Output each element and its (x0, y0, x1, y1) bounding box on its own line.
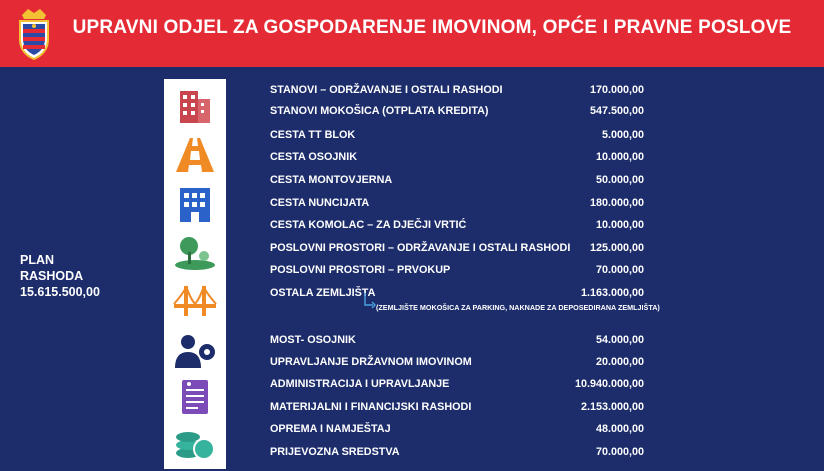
land-note: (ZEMLJIŠTE MOKOŠICA ZA PARKING, NAKNADE ZA DEPOSEDIRANA ZEMLJIŠTA) (376, 303, 660, 312)
plan-line2: RASHODA (20, 269, 84, 283)
page-title: UPRAVNI ODJEL ZA GOSPODARENJE IMOVINOM, OPĆE I PRAVNE POSLOVE (72, 17, 792, 38)
expense-row (270, 423, 650, 441)
expense-row (270, 446, 650, 464)
expense-value: 5.000,00 (601, 129, 644, 141)
expense-label: CESTA NUNCIJATA (270, 197, 370, 209)
expense-value: 70.000,00 (595, 446, 644, 458)
park-land-icon (172, 232, 218, 272)
expense-value: 547.500,00 (589, 105, 644, 117)
expense-row (270, 129, 650, 147)
expense-label: UPRAVLJANJE DRŽAVNOM IMOVINOM (270, 356, 472, 368)
expense-value: 50.000,00 (595, 174, 644, 186)
expense-label: POSLOVNI PROSTORI – PRVOKUP (270, 264, 451, 276)
expense-row (270, 264, 650, 282)
expense-value: 54.000,00 (595, 334, 644, 346)
expense-value: 170.000,00 (589, 84, 644, 96)
expense-value: 10.000,00 (595, 219, 644, 231)
expense-row (270, 84, 650, 102)
expense-row (270, 356, 650, 374)
expense-label: OPREMA I NAMJEŠTAJ (270, 423, 391, 435)
plan-line1: PLAN (20, 253, 55, 267)
expense-label: CESTA MONTOVJERNA (270, 174, 393, 186)
expense-value: 2.153.000,00 (580, 401, 644, 413)
expense-value: 1.163.000,00 (580, 287, 644, 299)
road-icon (172, 134, 218, 174)
expense-row (270, 242, 650, 260)
expense-label: MOST- OSOJNIK (270, 334, 356, 346)
office-building-icon (172, 184, 218, 224)
expense-row (270, 197, 650, 215)
icon-column (164, 79, 226, 469)
expense-row (270, 378, 650, 396)
expense-row (270, 219, 650, 237)
plan-summary (20, 252, 100, 300)
expense-label: CESTA OSOJNIK (270, 151, 357, 163)
arrow-icon (363, 293, 377, 311)
expense-row (270, 174, 650, 192)
expense-value: 10.940.000,00 (574, 378, 644, 390)
expense-label: CESTA TT BLOK (270, 129, 356, 141)
expense-value: 125.000,00 (589, 242, 644, 254)
header-bar (0, 0, 824, 67)
expense-value: 48.000,00 (595, 423, 644, 435)
expense-label: ADMINISTRACIJA I UPRAVLJANJE (270, 378, 450, 390)
expense-label: PRIJEVOZNA SREDSTVA (270, 446, 400, 458)
expense-label: CESTA KOMOLAC – ZA DJEČJI VRTIĆ (270, 219, 467, 231)
expense-value: 180.000,00 (589, 197, 644, 209)
expense-label: OSTALA ZEMLJIŠTA (270, 287, 376, 299)
bridge-icon (172, 280, 218, 320)
expense-value: 20.000,00 (595, 356, 644, 368)
expense-row (270, 401, 650, 419)
expense-label: POSLOVNI PROSTORI – ODRŽAVANJE I OSTALI RASHODI (270, 242, 571, 254)
expense-label: STANOVI – ODRŽAVANJE I OSTALI RASHODI (270, 84, 503, 96)
coins-icon (172, 423, 218, 463)
expense-label: MATERIJALNI I FINANCIJSKI RASHODI (270, 401, 472, 413)
expense-row (270, 334, 650, 352)
building-icon (172, 85, 218, 125)
expense-row (270, 105, 650, 123)
expense-value: 70.000,00 (595, 264, 644, 276)
document-icon (172, 377, 218, 417)
expense-value: 10.000,00 (595, 151, 644, 163)
expense-label: STANOVI MOKOŠICA (OTPLATA KREDITA) (270, 105, 489, 117)
admin-gear-icon (172, 330, 218, 370)
plan-amount: 15.615.500,00 (20, 285, 100, 299)
expense-row (270, 151, 650, 169)
